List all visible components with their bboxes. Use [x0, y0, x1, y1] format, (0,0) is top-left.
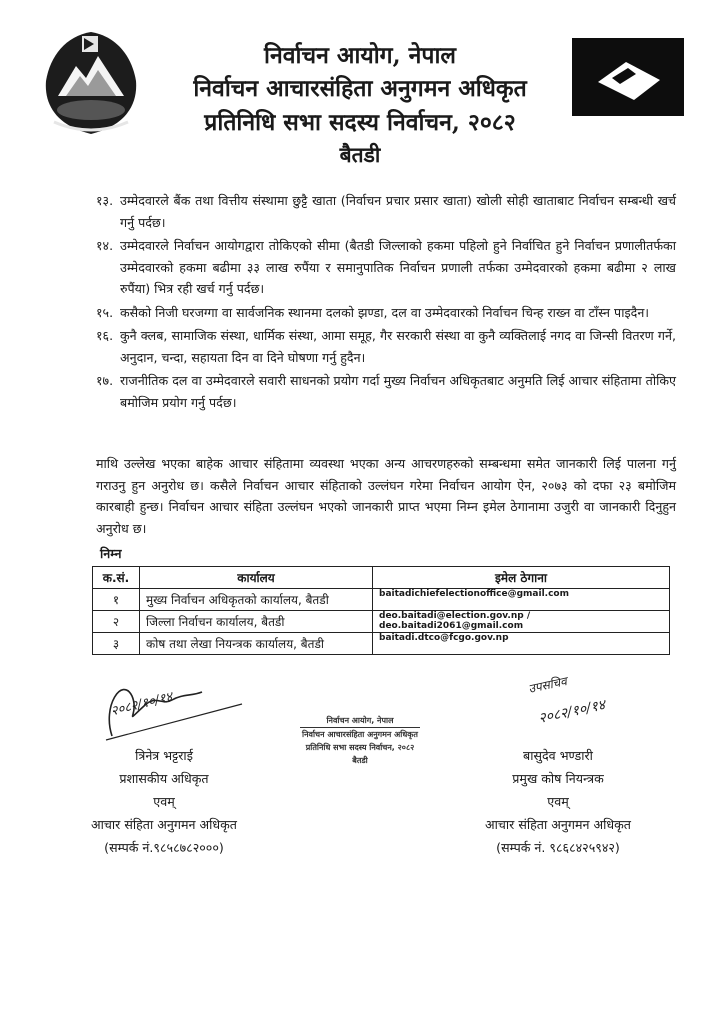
nepal-government-emblem-icon	[36, 26, 146, 138]
rule-number: १७.	[96, 373, 114, 388]
cell-email[interactable]: baitadichiefelectionoffice@gmail.com	[373, 589, 670, 611]
rule-item	[96, 325, 676, 368]
contact-table	[92, 566, 670, 655]
ballot-box-logo-icon	[572, 38, 684, 116]
rule-number: १६.	[96, 328, 114, 343]
signatory-name: त्रिनेत्र भट्टराई	[135, 748, 193, 763]
signatory-right	[438, 744, 678, 859]
cell-serial: १	[93, 589, 140, 611]
stamp-line: निर्वाचन आयोग, नेपाल	[326, 716, 394, 725]
cell-serial: ३	[93, 633, 140, 655]
notice-paragraph: माथि उल्लेख भएका बाहेक आचार संहितामा व्यवस्था भएका अन्य आचरणहरुको सम्बन्धमा समेत जानकारी लिई पालना गर्नु गराउनु हुन अनुरोध छ। कसैले निर्वाचन आचार संहिताको उल्लंघन गरेमा निर्वाचन आयोग ऐन, २०७३ को दफा २३ बमोजिम कारबाही हुन्छ। निर्वाचन आचार संहिता उल्लंघन भएको जानकारी प्राप्त भएमा निम्न इमेल ठेगानामा उजुरी वा जानकारी दिनुहुन अनुरोध छ।	[96, 456, 676, 536]
rule-item	[96, 370, 676, 413]
rule-item	[96, 235, 676, 300]
rule-number: १३.	[96, 193, 114, 208]
header-commission: निर्वाचन आयोग, नेपाल	[264, 42, 456, 69]
rule-text: कसैको निजी घरजग्गा वा सार्वजनिक स्थानमा दलको झण्डा, दल वा उम्मेदवारको निर्वाचन चिन्ह राख्न वा टाँस्न पाइदैन।	[120, 304, 650, 320]
stamp-line: प्रतिनिधि सभा सदस्य निर्वाचन, २०८२	[305, 743, 415, 752]
signatory-title: प्रमुख कोष नियन्त्रक	[512, 771, 604, 786]
list-label: निम्न	[100, 546, 122, 561]
signatory-contact: (सम्पर्क नं.९८५८७८२०००)	[104, 840, 224, 855]
official-stamp	[280, 714, 440, 770]
cell-office: मुख्य निर्वाचन अधिकृतको कार्यालय, बैतडी	[140, 589, 373, 611]
left-signature-date: २०८२/१०/१४	[109, 689, 175, 720]
rule-text: राजनीतिक दल वा उम्मेदवारले सवारी साधनको प्रयोग गर्दा मुख्य निर्वाचन अधिकृतबाट अनुमति लिई आचार संहितामा तोकिए बमोजिम प्रयोग गर्नु पर्दछ।	[120, 373, 676, 410]
table-header-row	[93, 567, 670, 589]
signatory-role: आचार संहिता अनुगमन अधिकृत	[485, 817, 631, 832]
signatory-name: बासुदेव भण्डारी	[523, 748, 593, 763]
header-email: इमेल ठेगाना	[373, 567, 670, 589]
header-officer: निर्वाचन आचारसंहिता अनुगमन अधिकृत	[193, 75, 527, 102]
rule-item	[96, 190, 676, 233]
cell-email[interactable]: deo.baitadi@election.gov.np / deo.baitadi2061@gmail.com	[373, 611, 670, 633]
cell-serial: २	[93, 611, 140, 633]
header-election: प्रतिनिधि सभा सदस्य निर्वाचन, २०८२	[204, 109, 516, 136]
signatory-role: आचार संहिता अनुगमन अधिकृत	[91, 817, 237, 832]
signatory-and: एवम्	[153, 794, 175, 809]
signatory-and: एवम्	[547, 794, 569, 809]
header-serial: क.सं.	[93, 567, 140, 589]
signatory-contact: (सम्पर्क नं. ९८६८४२५९४२)	[496, 840, 620, 855]
cell-email[interactable]: baitadi.dtco@fcgo.gov.np	[373, 633, 670, 655]
cell-office: कोष तथा लेखा नियन्त्रक कार्यालय, बैतडी	[140, 633, 373, 655]
signatory-left	[44, 744, 284, 859]
document-header	[150, 40, 570, 170]
rules-list	[96, 190, 676, 415]
rule-text: उम्मेदवारले बैंक तथा वित्तीय संस्थामा छुट्टै खाता (निर्वाचन प्रचार प्रसार खाता) खोली सोही खाताबाट निर्वाचन सम्बन्धी खर्च गर्नु पर्दछ।	[120, 193, 676, 230]
signatory-title: प्रशासकीय अधिकृत	[119, 771, 209, 786]
right-signature-date: २०८२/१०/१४	[537, 697, 607, 727]
header-office: कार्यालय	[140, 567, 373, 589]
header-district: बैतडी	[339, 142, 381, 167]
rule-item	[96, 302, 676, 324]
table-row	[93, 611, 670, 633]
right-signature-note: उपसचिव	[527, 674, 569, 696]
stamp-line: बैतडी	[352, 756, 368, 765]
cell-office: जिल्ला निर्वाचन कार्यालय, बैतडी	[140, 611, 373, 633]
rule-number: १५.	[96, 304, 114, 320]
stamp-line: निर्वाचन आचारसंहिता अनुगमन अधिकृत	[302, 730, 418, 739]
rule-number: १४.	[96, 238, 114, 253]
table-row	[93, 589, 670, 611]
table-row	[93, 633, 670, 655]
rule-text: उम्मेदवारले निर्वाचन आयोगद्वारा तोकिएको सीमा (बैतडी जिल्लाको हकमा पहिलो हुने निर्वाचित हुने निर्वाचन प्रणालीतर्फका उम्मेदवारको हकमा बढीमा ३३ लाख रुपैंया र समानुपातिक निर्वाचन प्रणाली तर्फका उम्मेदवारको हकमा बढीमा २ लाख रुपैंया) भित्र रही खर्च गर्नु पर्दछ।	[120, 238, 676, 296]
rule-text: कुनै क्लब, सामाजिक संस्था, धार्मिक संस्था, आमा समूह, गैर सरकारी संस्था वा कुनै व्यक्तिलाई नगद वा जिन्सी वितरण गर्ने, अनुदान, चन्दा, सहायता दिन वा दिने घोषणा गर्नु हुदैन।	[120, 328, 676, 365]
